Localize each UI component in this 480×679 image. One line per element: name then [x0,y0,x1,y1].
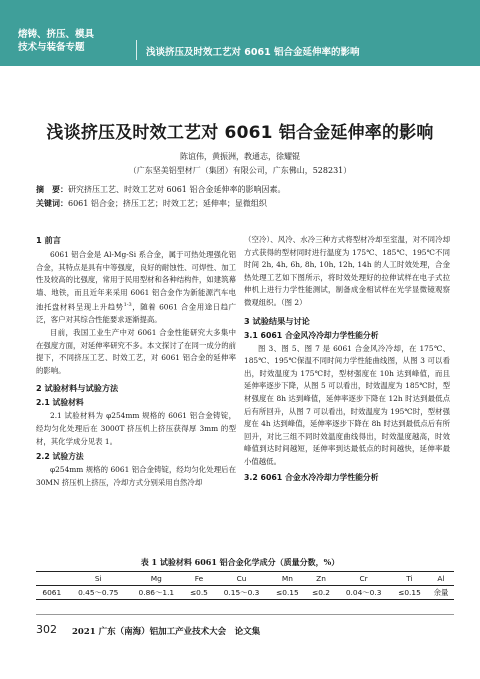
table-header-cell: Cu [236,574,247,583]
abstract-label: 摘 要： [36,185,68,194]
table-caption: 表 1 试验材料 6061 铝合金化学成分（质量分数，%） [140,557,340,567]
keywords-text: 6061 铝合金；挤压工艺；时效工艺；延伸率；显微组织 [68,199,267,208]
section-heading-results: 3 试验结果与讨论 [244,315,310,326]
paragraph-materials: 2.1 试验材料为 φ254mm 规格的 6061 铝合金铸锭，经均匀化处理后在 3000T 挤压机上挤压获得厚 3mm 的型材，其化学成分见表 1。 [36,411,236,446]
paragraph-intro-1-end: ，随着 6061 合金用途日趋广泛，客户对其综合性能要求逐渐提高。 [36,302,236,325]
section-heading-introduction: 1 前言 [36,235,61,245]
keywords-label: 关键词： [36,199,68,208]
article-title: 浅谈挤压及时效工艺对 6061 铝合金延伸率的影响 [46,123,434,143]
citation-ref: 1-3 [123,302,132,309]
subsection-heading-materials: 2.1 试验材料 [36,398,84,408]
paragraph-methods-continued: （空冷）、风冷、水冷三种方式将型材冷却至室温，对不同冷却方式获得的型材同时进行温度为 175℃、185℃、195℃不同时间 2h, 4h, 6h, 8h, 10h, 12h, 14h 的人工时效处理，合金热处理工艺如下图所示，将时效处理好的拉伸试样在电子式拉伸机上进行力学性能测试，制备成金相试样在光学显微镜观察微观组织。（图 2） [244,235,450,307]
paragraph-intro-1 [36,249,236,327]
header-band [0,0,480,66]
table-cell: ≤0.15 [398,588,421,597]
header-category-line2: 技术与装备专题 [18,42,85,53]
table-header-cell: Zn [316,574,326,583]
table-cell: ≤0.2 [312,588,330,597]
abstract-text: 研究挤压工艺、时效工艺对 6061 铝合金延伸率的影响因素。 [68,185,286,194]
abstract [36,184,446,195]
table-header-cell: Mg [150,574,162,583]
composition-table [36,571,454,600]
table-row [36,586,454,600]
table-header-row [36,572,454,586]
table-cell: 0.45～0.75 [78,588,119,597]
header-divider [136,40,137,60]
header-running-title: 浅谈挤压及时效工艺对 6061 铝合金延伸率的影响 [146,47,360,58]
section-heading-materials-methods: 2 试验材料与试验方法 [36,383,119,394]
table-cell: 0.15～0.3 [223,588,260,597]
table-cell: 0.04～0.3 [345,588,382,597]
table-cell: ≤0.5 [189,588,208,597]
table-cell: 0.86～1.1 [138,588,175,597]
table-header-cell: Cr [359,574,368,583]
table-header-cell: Ti [406,574,413,583]
page-number: 302 [36,623,57,636]
table-header-cell: Al [437,574,445,583]
table-cell: 余量 [433,588,449,597]
table-header-cell: Fe [194,574,204,583]
footer-rule [36,614,454,615]
table-header-cell: Si [94,574,102,583]
left-column [36,234,236,489]
table-cell: ≤0.15 [276,588,299,597]
subsection-heading-air-cooling: 3.1 6061 合金风冷冷却力学性能分析 [244,330,379,340]
subsection-heading-water-cooling: 3.2 6061 合金水冷冷却力学性能分析 [244,472,379,482]
table-header-cell: Mn [281,574,293,583]
table-cell: 6061 [42,588,62,597]
header-category-line1: 熔铸、挤压、模具 [18,29,95,40]
subsection-heading-methods: 2.2 试验方法 [36,452,84,462]
header-category [18,28,130,58]
keywords [36,198,446,209]
proceedings-title: 2021 广东（南海）铝加工产业技术大会 论文集 [72,627,261,637]
right-column [244,234,450,485]
paragraph-air-cooling: 图 3、图 5、图 7 是 6061 合金风冷冷却，在 175℃、185℃、195℃保温不同时间力学性能曲线图，从图 3 可以看出，时效温度为 175℃时，型材强度在 10h 达到峰值，而且延伸率逐步下降，从图 5 可以看出，时效温度为 185℃时，型材强度在 8h 达到峰值，延伸率逐步下降在 12h 时达到最低点后有所回升，从图 7 可以看出，时效温度为 195℃时，型材强度在 4h 达到峰值，延伸率逐步下降在 8h 时达到最低点后有所回升，对比三组不同时效温度曲线得出，时效温度越高，时效峰值到达时间越短，延伸率到达最低点的时间越快，延伸率最小值越低。 [244,343,450,466]
paragraph-methods: φ254mm 规格的 6061 铝合金铸锭，经均匀化处理后在 30MN 挤压机上挤压，冷却方式分别采用自然冷却 [36,465,236,487]
paragraph-intro-2: 目前，我国工业生产中对 6061 合金性能研究大多集中在强度方面，对延伸率研究不多。本文探讨了在同一成分的前提下，不同挤压工艺、时效工艺，对 6061 铝合金的延伸率的影响。 [36,328,236,375]
affiliation: （广东坚美铝型材厂（集团）有限公司，广东佛山，528231） [128,166,352,175]
paragraph-intro-1-text: 6061 铝合金是 Al-Mg-Si 系合金，属于可热处理强化铝合金，其特点是具有中等强度，良好的耐蚀性、可焊性、加工性及较高的比强度，常用于民用型材和各种结构件，如建筑幕墙、地铁，而且近年来采用 6061 铝合金作为新能源汽车电池托盘材料呈现上升趋势 [36,250,236,312]
table-header-cell [36,572,68,586]
authors: 陈谊伟，黄振洲，教通志，徐耀锟 [180,152,300,161]
